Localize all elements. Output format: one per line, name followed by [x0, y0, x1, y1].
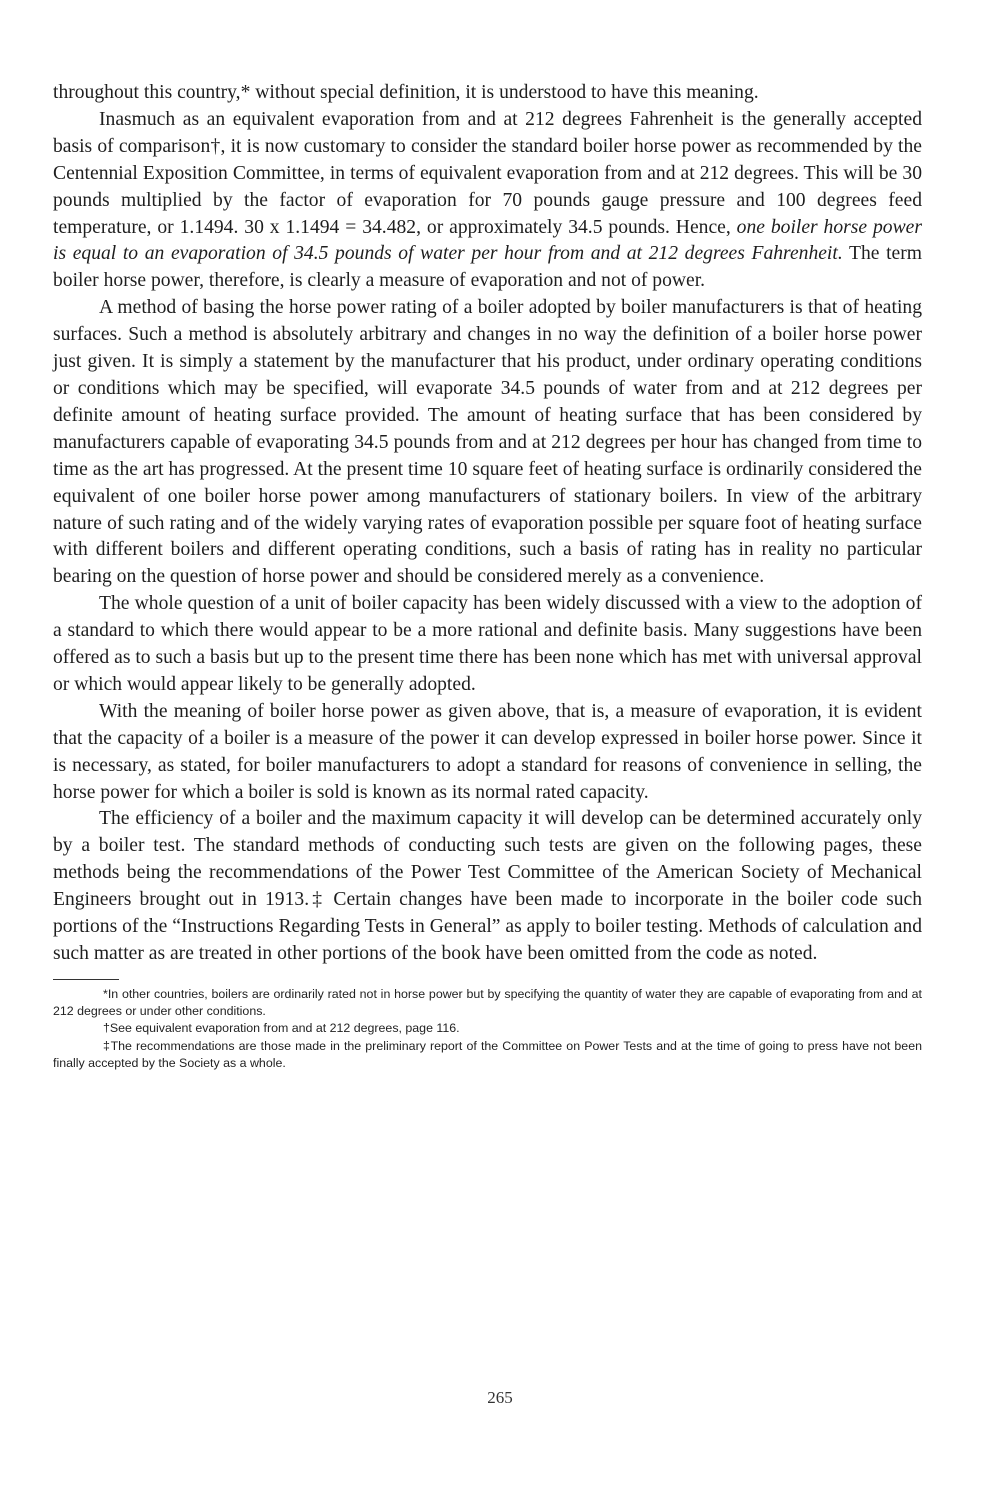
paragraph-unit-capacity: The whole question of a unit of boiler capacity has been widely discussed with a view to the adoption of a standard to which there would appear to be a more rational and definite basis. Many suggestions have been offered as to such a basis but up to the present time there has been none which has met with universal approval or which would appear likely to be generally adopted.	[53, 593, 922, 695]
paragraph-text: Inasmuch as an equivalent evaporation from and at 212 degrees Fahrenheit is the generally accepted basis of comparison†, it is now customary to consider the standard boiler horse power as recommended by the Centennial Exposition Committee, in terms of equivalent evaporation from and at 212 degrees. This will be 30 pounds multiplied by the factor of evaporation for 70 pounds gauge pressure and 100 degrees feed temperature, or 1.1494. 30 x 1.1494 = 34.482, or approximately 34.5 pounds. Hence,	[53, 108, 922, 238]
body-text	[53, 80, 922, 968]
paragraph-horse-power-definition	[53, 107, 922, 295]
page-number: 265	[487, 1388, 513, 1407]
paragraph-boiler-test: The efficiency of a boiler and the maximum capacity it will develop can be determined accurately only by a boiler test. The standard methods of conducting such tests are given on the following pages, these methods being the recommendations of the Power Test Committee of the American Society of Mechanical Engineers brought out in 1913.‡ Certain changes have been made to incorporate in the boiler code such portions of the “Instructions Regarding Tests in General” as apply to boiler testing. Methods of calculation and such matter as are treated in other portions of the book have been omitted from the code as noted.	[53, 808, 922, 964]
paragraph-rated-capacity: With the meaning of boiler horse power as given above, that is, a measure of evaporation, it is evident that the capacity of a boiler is a measure of the power it can develop expressed in boiler horse power. Since it is necessary, as stated, for boiler manufacturers to adopt a standard for reasons of convenience in selling, the horse power for which a boiler is sold is known as its normal rated capacity.	[53, 700, 922, 803]
italic-definition: one boiler horse power is equal to an evaporation of 34.5 pounds of water per hour from and at 212 degrees Fahrenheit.	[53, 216, 922, 265]
footnote-rule	[53, 979, 119, 980]
paragraph-heating-surface: A method of basing the horse power rating of a boiler adopted by boiler manufacturers is that of heating surfaces. Such a method is absolutely arbitrary and changes in no way the definition of a boiler horse power just given. It is simply a statement by the manufacturer that his product, under ordinary operating conditions or conditions which may be specified, will evaporate 34.5 pounds of water from and at 212 degrees per definite amount of heating surface provided. The amount of heating surface that has been considered by manufacturers capable of evaporating 34.5 pounds from and at 212 degrees per hour has changed from time to time as the art has progressed. At the present time 10 square feet of heating surface is ordinarily considered the equivalent of one boiler horse power among manufacturers of stationary boilers. In view of the arbitrary nature of such rating and of the widely varying rates of evaporation possible per square foot of heating surface with different boilers and different operating conditions, such a basis of rating has in reality no particular bearing on the question of horse power and should be considered merely as a convenience.	[53, 297, 922, 588]
footnote: ‡The recommendations are those made in the preliminary report of the Committee on Power Tests and at the time of going to press have not been finally accepted by the Society as a whole.	[53, 1038, 922, 1070]
page	[53, 80, 922, 1072]
paragraph-text: The term boiler horse power, therefore, is clearly a measure of evaporation and not of power.	[53, 243, 922, 292]
paragraph-continued: throughout this country,* without special definition, it is understood to have this meaning.	[53, 82, 759, 103]
footnotes	[53, 986, 922, 1072]
footnote: *In other countries, boilers are ordinarily rated not in horse power but by specifying the quantity of water they are capable of evaporating from and at 212 degrees or under other conditions.	[53, 986, 922, 1019]
footnote: †See equivalent evaporation from and at 212 degrees, page 116.	[103, 1021, 460, 1036]
